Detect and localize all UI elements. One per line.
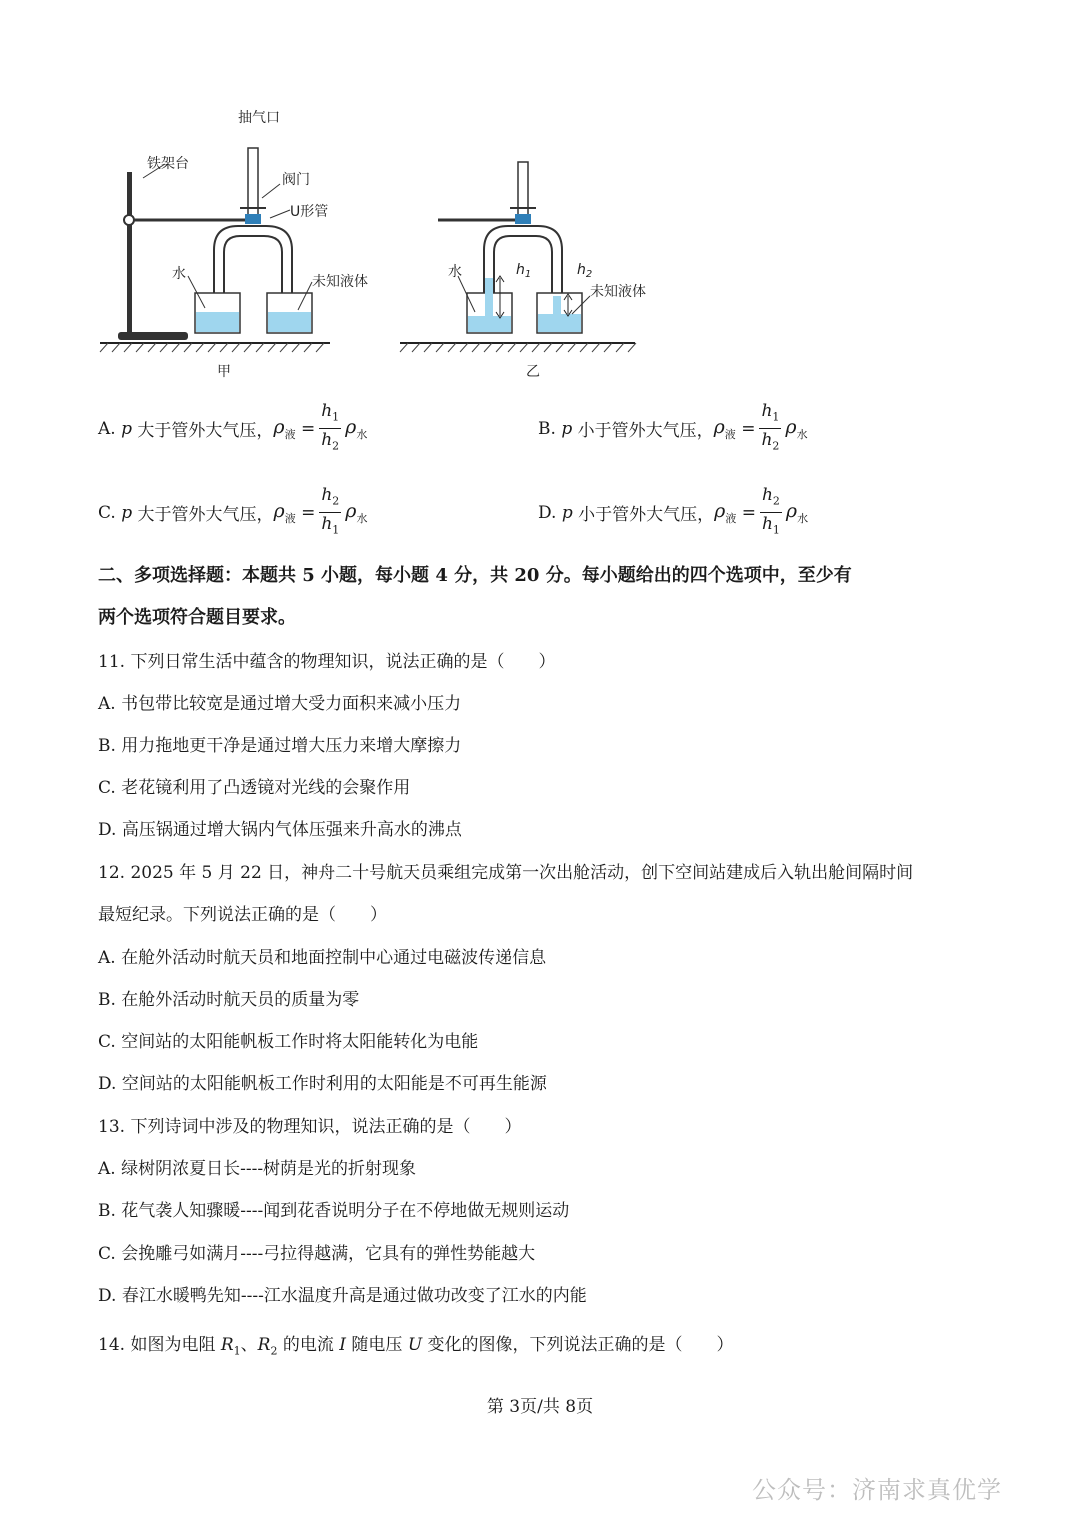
option-letter: B.	[538, 418, 556, 439]
q12-option-d: D. 空间站的太阳能帆板工作时利用的太阳能是不可再生能源	[98, 1074, 547, 1094]
q12-option-c: C. 空间站的太阳能帆板工作时将太阳能转化为电能	[98, 1032, 479, 1052]
q12-stem-line-1: 12. 2025 年 5 月 22 日，神舟二十号航天员乘组完成第一次出舱活动，创下空间站建成后入轨出舱间隔时间	[98, 863, 914, 883]
label-h2: $h_2$	[577, 262, 593, 280]
option-text: 大于管外大气压，	[137, 421, 274, 442]
pressure-symbol: p	[121, 502, 133, 523]
rho-water: $\rho_水$	[785, 499, 809, 525]
height-ratio: $\frac{h_2}{h_1}$	[321, 485, 340, 537]
pressure-symbol: p	[561, 418, 573, 439]
option-q10-b	[538, 400, 808, 458]
q13-option-a: A. 绿树阴浓夏日长----树荫是光的折射现象	[98, 1159, 417, 1179]
height-ratio: $\frac{h_2}{h_1}$	[761, 485, 780, 537]
q13-option-b: B. 花气袭人知骤暖----闻到花香说明分子在不停地做无规则运动	[98, 1201, 570, 1221]
rho-liquid: $\rho_液$	[273, 415, 296, 441]
q11-option-c: C. 老花镜利用了凸透镜对光线的会聚作用	[98, 778, 411, 798]
option-letter: D.	[538, 502, 557, 523]
label-exhaust: 抽气口	[238, 110, 280, 126]
label-water-right: 水	[448, 264, 462, 280]
u-tube-apparatus-figure	[90, 100, 650, 385]
caption-jia: 甲	[217, 364, 231, 380]
label-u-tube: U形管	[290, 204, 329, 220]
q11-option-b: B. 用力拖地更干净是通过增大压力来增大摩擦力	[98, 736, 462, 756]
apparatus-diagram	[90, 100, 650, 385]
q14-stem: 14. 如图为电阻 $R_1$、$R_2$ 的电流 I 随电压 U 变化的图像，下列说法正确的是（ ）	[98, 1335, 734, 1358]
q11-option-d: D. 高压锅通过增大锅内气体压强来升高水的沸点	[98, 820, 462, 840]
option-text: 小于管外大气压，	[577, 421, 714, 442]
rho-water: $\rho_水$	[345, 415, 368, 441]
label-liquid-right: 未知液体	[590, 284, 646, 300]
q11-stem: 11. 下列日常生活中蕴含的物理知识，说法正确的是（ ）	[98, 652, 556, 672]
pressure-symbol: p	[561, 502, 573, 523]
q12-option-b: B. 在舱外活动时航天员的质量为零	[98, 990, 360, 1010]
label-iron-stand: 铁架台	[147, 156, 189, 172]
option-letter: C.	[98, 502, 116, 523]
label-valve: 阀门	[282, 172, 310, 188]
option-q10-a	[98, 400, 367, 458]
rho-liquid: $\rho_液$	[713, 415, 736, 441]
option-q10-d	[538, 484, 808, 542]
page-number: 第 3页/共 8页	[486, 1397, 594, 1417]
pressure-symbol: p	[121, 418, 132, 439]
section-heading-line-2: 两个选项符合题目要求。	[98, 607, 296, 628]
equals-sign: =	[301, 502, 316, 523]
label-liquid-left: 未知液体	[312, 274, 368, 290]
option-text: 大于管外大气压，	[137, 505, 274, 526]
q13-option-c: C. 会挽雕弓如满月----弓拉得越满，它具有的弹性势能越大	[98, 1244, 536, 1264]
watermark: 公众号：济南求真优学	[752, 1476, 1002, 1504]
q13-option-d: D. 春江水暖鸭先知----江水温度升高是通过做功改变了江水的内能	[98, 1286, 587, 1306]
equals-sign: =	[741, 502, 756, 523]
rho-liquid: $\rho_液$	[273, 499, 296, 525]
height-ratio: $\frac{h_1}{h_2}$	[321, 401, 340, 453]
q13-stem: 13. 下列诗词中涉及的物理知识，说法正确的是（ ）	[98, 1117, 522, 1137]
option-text: 小于管外大气压，	[578, 505, 715, 526]
q12-option-a: A. 在舱外活动时航天员和地面控制中心通过电磁波传递信息	[98, 948, 547, 968]
label-h1: $h_1$	[516, 262, 532, 280]
label-water-left: 水	[172, 266, 186, 282]
q12-stem-line-2: 最短纪录。下列说法正确的是（ ）	[98, 905, 387, 925]
rho-liquid: $\rho_液$	[714, 499, 737, 525]
q11-option-a: A. 书包带比较宽是通过增大受力面积来减小压力	[98, 694, 462, 714]
equals-sign: =	[741, 418, 756, 439]
option-letter: A.	[98, 418, 116, 439]
section-heading-line-1: 二、多项选择题：本题共 5 小题，每小题 4 分，共 20 分。每小题给出的四个选项中，至少有	[98, 565, 852, 586]
caption-yi: 乙	[526, 364, 540, 380]
height-ratio: $\frac{h_1}{h_2}$	[761, 401, 780, 453]
rho-water: $\rho_水$	[785, 415, 808, 441]
rho-water: $\rho_水$	[345, 499, 368, 525]
option-q10-c	[98, 484, 367, 542]
equals-sign: =	[300, 418, 316, 439]
